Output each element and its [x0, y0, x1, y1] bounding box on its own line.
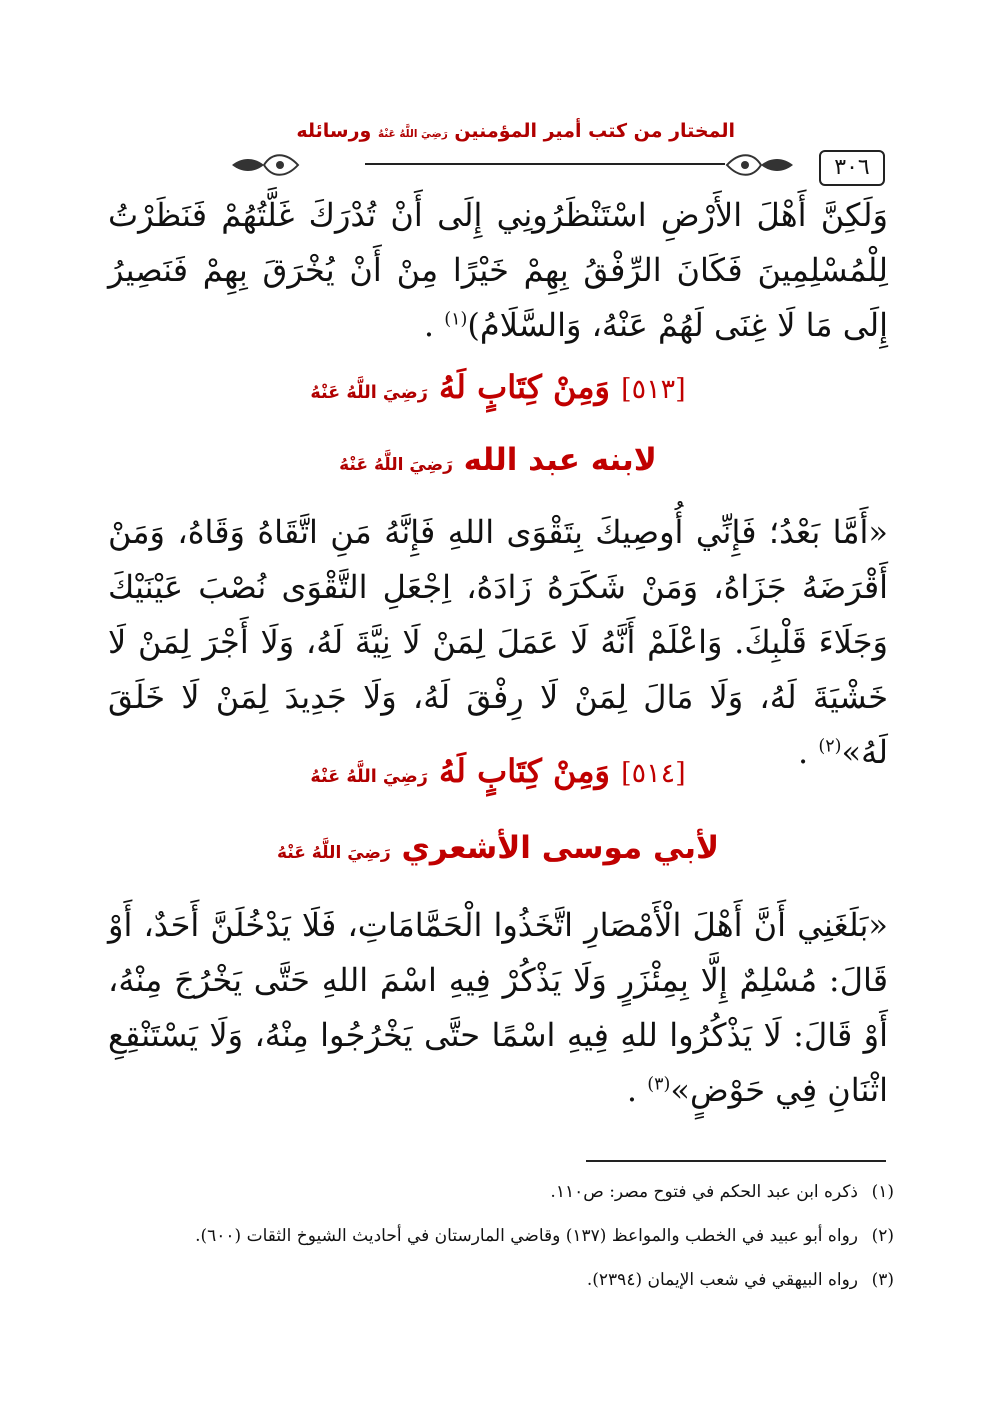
footnote-3-mark: (٣): [871, 1270, 894, 1290]
paragraph-3-text: «بَلَغَنِي أَنَّ أَهْلَ الْأَمْصَارِ اتَّخَذُوا الْحَمَّامَاتِ، فَلَا يَدْخُلَنَّ أَحَدٌ، أَوْ قَالَ: مُسْلِمٌ إِلَّا بِمِئْزَرٍ وَلَا يَذْكُرْ فِيهِ اسْمَ اللهِ حَتَّى يَخْرُجَ مِنْهُ، أَوْ قَالَ: لَا يَذْكُرُوا للهِ فِيهِ اسْمًا حتَّى يَخْرُجُوا مِنْهُ، وَلَا يَسْتَنْقِعِ اثْنَانِ فِي حَوْضٍ»: [108, 906, 888, 1109]
section-513-subtitle-text: لابنه عبد الله: [463, 442, 657, 478]
footnotes: [108, 1176, 894, 1308]
section-513-heading: [108, 368, 888, 406]
section-514-subtitle: [108, 830, 888, 866]
paragraph-1-text: وَلَكِنَّ أَهْلَ الأَرْضِ اسْتَنْظَرُونِي إِلَى أَنْ تُدْرَكَ غَلَّتُهُمْ فَنَظَرْتُ لِلْمُسْلِمِينَ فَكَانَ الرِّفْقُ بِهِمْ خَيْرًا مِنْ أَنْ يُخْرَقَ بِهِمْ فَنَصِيرُ إِلَى مَا لَا غِنَى لَهُمْ عَنْهُ، وَالسَّلَامُ): [108, 196, 888, 344]
footnote-ref-1[interactable]: (١): [444, 309, 468, 330]
ornament-left-icon: [230, 148, 300, 182]
section-514-heading: [108, 752, 888, 790]
footnote-2-text: رواه أبو عبيد في الخطب والمواعظ (١٣٧) وقاضي المارستان في أحاديث الشيوخ الثقات (٦٠٠).: [195, 1226, 858, 1246]
section-513-honorific: رَضِيَ اللَّهُ عَنْهُ: [310, 383, 428, 403]
footnote-2-mark: (٢): [871, 1226, 894, 1246]
footnote-ref-2[interactable]: (٢): [818, 736, 842, 757]
paragraph-2-text: «أَمَّا بَعْدُ؛ فَإِنِّي أُوصِيكَ بِتَقْوَى اللهِ فَإِنَّهُ مَنِ اتَّقَاهُ وَقَاهُ، وَمَنْ أَقْرَضَهُ جَزَاهُ، وَمَنْ شَكَرَهُ زَادَهُ، اِجْعَلِ التَّقْوَى نُصْبَ عَيْنَيْكَ وَجَلَاءَ قَلْبِكَ. وَاعْلَمْ أَنَّهُ لَا عَمَلَ لِمَنْ لَا نِيَّةَ لَهُ، وَلَا أَجْرَ لِمَنْ لَا خَشْيَةَ لَهُ، وَلَا مَالَ لِمَنْ لَا رِفْقَ لَهُ، وَلَا جَدِيدَ لِمَنْ لَا خَلَقَ لَهُ»: [108, 513, 889, 771]
paragraph-3: [108, 898, 888, 1118]
section-513-subtitle-honorific: رَضِيَ اللَّهُ عَنْهُ: [339, 455, 453, 475]
section-513-title: وَمِنْ كِتَابٍ لَهُ: [439, 368, 610, 406]
section-513-number: [٥١٣]: [621, 374, 686, 405]
paragraph-2-end: .: [797, 733, 819, 771]
footnote-2: [108, 1220, 894, 1252]
running-header: [135, 118, 885, 178]
footnote-1: [108, 1176, 894, 1208]
section-514-subtitle-honorific: رَضِيَ اللَّهُ عَنْهُ: [276, 843, 391, 863]
section-514-subtitle-text: لأبي موسى الأشعري: [401, 830, 720, 866]
footnote-3-text: رواه البيهقي في شعب الإيمان (٢٣٩٤).: [586, 1270, 858, 1290]
section-513-subtitle: [108, 442, 888, 478]
paragraph-1: [108, 188, 888, 353]
paragraph-3-end: .: [626, 1071, 648, 1109]
footnote-1-mark: (١): [871, 1182, 894, 1202]
footnote-ref-3[interactable]: (٣): [647, 1074, 671, 1095]
section-514-honorific: رَضِيَ اللَّهُ عَنْهُ: [310, 767, 428, 787]
footnote-3: [108, 1264, 894, 1296]
footnote-separator: [586, 1160, 886, 1162]
footnote-1-text: ذكره ابن عبد الحكم في فتوح مصر: ص١١٠.: [550, 1182, 858, 1202]
ornament-right-icon: [725, 148, 795, 182]
paragraph-1-end: .: [423, 306, 445, 344]
section-514-number: [٥١٤]: [621, 758, 686, 789]
running-title-suffix: ورسائله: [296, 120, 372, 142]
page-number: ٣٠٦: [819, 150, 885, 186]
running-title-honorific: رَضِيَ اللَّهُ عَنْهُ: [377, 128, 448, 140]
header-rule: [365, 163, 725, 165]
running-title: [296, 120, 735, 142]
running-title-text: المختار من كتب أمير المؤمنين: [454, 120, 735, 142]
paragraph-2: [108, 505, 888, 780]
section-514-title: وَمِنْ كِتَابٍ لَهُ: [439, 752, 610, 790]
